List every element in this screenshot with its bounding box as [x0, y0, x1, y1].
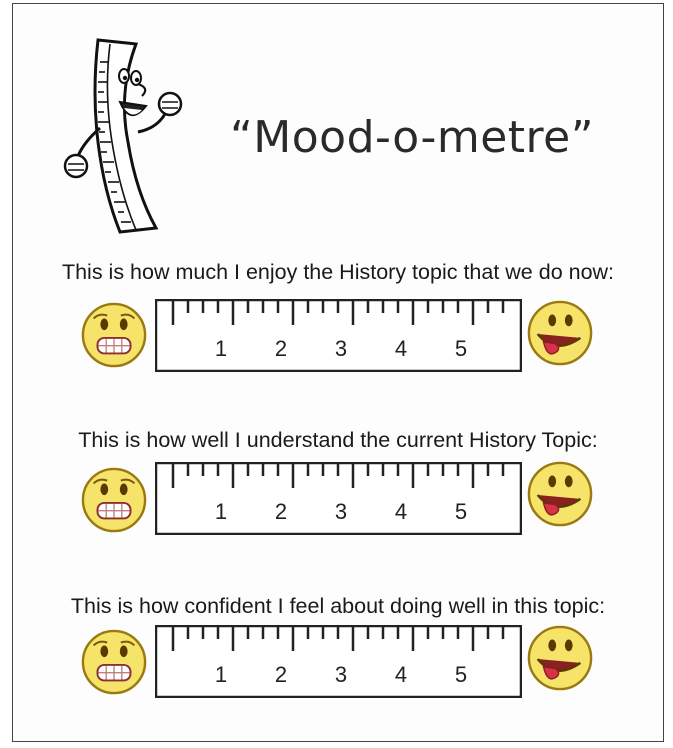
scale-label: 2 [274, 662, 288, 687]
scale-label: 4 [394, 499, 408, 524]
happy-face-icon[interactable] [526, 624, 594, 692]
question-text: This is how well I understand the current History Topic: [78, 428, 598, 452]
scale-label: 1 [214, 499, 228, 524]
worried-face-icon[interactable] [80, 466, 148, 534]
page-title: “Mood-o-metre” [230, 112, 595, 163]
question-text: This is how much I enjoy the History topic that we do now: [61, 260, 615, 284]
scale-label: 3 [334, 499, 348, 524]
rating-ruler[interactable] [155, 625, 522, 698]
happy-face-icon[interactable] [526, 299, 594, 367]
scale-label: 1 [214, 662, 228, 687]
happy-face-icon[interactable] [526, 460, 594, 528]
scale-label: 5 [454, 662, 468, 687]
worried-face-icon[interactable] [80, 628, 148, 696]
question-text: This is how confident I feel about doing well in this topic: [70, 594, 606, 618]
scale-label: 3 [334, 336, 348, 361]
scale-label: 5 [454, 336, 468, 361]
rating-ruler[interactable] [155, 462, 522, 535]
scale-label: 1 [214, 336, 228, 361]
worried-face-icon[interactable] [80, 301, 148, 369]
scale-label: 3 [334, 662, 348, 687]
scale-label: 4 [394, 336, 408, 361]
rating-ruler[interactable] [155, 299, 522, 372]
ruler-character-icon [58, 32, 188, 242]
scale-label: 5 [454, 499, 468, 524]
scale-label: 4 [394, 662, 408, 687]
scale-label: 2 [274, 336, 288, 361]
scale-label: 2 [274, 499, 288, 524]
